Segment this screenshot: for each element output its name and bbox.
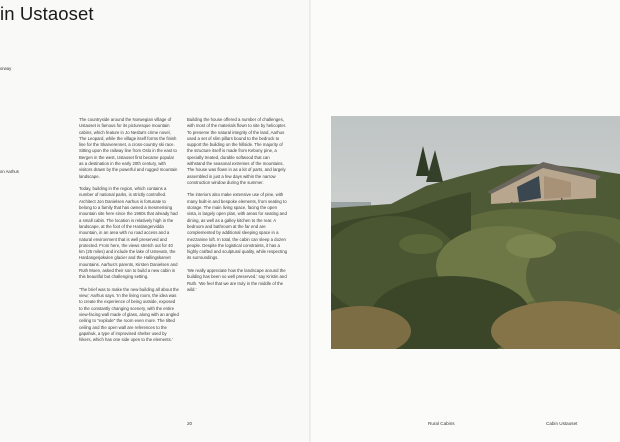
page-number: 20 bbox=[187, 421, 193, 426]
body-column-2 bbox=[187, 117, 287, 299]
body-paragraph: 'The brief was to make the new building all about the view,' Aarhus says. 'In the living room, the idea was to create the experience of being outside, exposed to the constantly changing scenery, with the entire view-facing wall made of glass, along with an angled ceiling to "explode" the room even more. The tilted ceiling and the open wall are references to the gapahuk, a type of improvised shelter used by hikers, which has one side open to the elements.' bbox=[79, 286, 179, 343]
body-paragraph: The interiors also make extensive use of pine, with many built-in and bespoke elements, from seating to storage. The main living space, facing the open vista, is largely open plan, with areas for seating and dining, as well as a galley kitchen to the rear. A bedroom and bathroom at the far end are complemented by additional sleeping space in a mezzanine loft. In total, the cabin can sleep a dozen people. Despite the logistical constraints, it has a highly crafted and sculptural quality, while respecting its surroundings. bbox=[187, 192, 287, 261]
architect-caption: on Aarhus bbox=[0, 169, 19, 174]
shrub-highlight bbox=[506, 234, 556, 258]
shrub-highlight bbox=[399, 234, 443, 254]
body-paragraph: Today, building in the region, which contains a number of national parks, is strictly controlled. Architect Jon Danielsen Aarhus is fortunate to belong to a family that has owned a mesmerising mountain site here since the 1960s that already had a small cabin. The location is relatively high in the landscape, at the foot of the Hardangervidda mountain, in an area with no road access and a natural environment that is well preserved and protected. From here, the views stretch out for 40 km (25 miles) and include the lake of Ustevatn, the Hardangerjøkulen glacier and the Hallingskarvet mountains. Aarhus's parents, Kirsten Danielsen and Ruth Moen, asked their son to build a new cabin in this beautiful but challenging setting. bbox=[79, 186, 178, 280]
body-paragraph: The countryside around the Norwegian village of Ustaoset is famous for its picturesque mountain cabins, which feature in Jo Nesbø's crime novel, The Leopard, while the village itself forms the finish line for the Skarverennet, a cross-country ski race. Sitting upon the railway line from Oslo in the east to Bergen in the west, Ustaoset first became popular as a destination in the early 20th century, with visitors drawn by the powerful and rugged mountain landscape. bbox=[79, 117, 178, 179]
body-column-1 bbox=[79, 117, 179, 350]
body-paragraph: Building the house offered a number of challenges, with most of the materials flown to site by helicopter. To preserve the natural integrity of the land, Aarhus used a set of slim pillars bound to the bedrock to support the building on the hillside. The majority of the structure itself is made from Kebony pine, a specially treated, durable softwood that can withstand the seasonal extremes of the mountains. The house was flown in as a kit of parts, and largely assembled in just a few days within the narrow construction window during the summer. bbox=[187, 117, 287, 185]
running-footer-chapter: Cabin Ustaoset bbox=[546, 421, 578, 426]
page-gutter bbox=[309, 0, 311, 442]
cabin-pillar bbox=[561, 198, 563, 207]
cabin-photo bbox=[331, 116, 620, 349]
cabin-landscape-illustration bbox=[331, 116, 620, 349]
running-footer-section: Rural Cabins bbox=[428, 421, 455, 426]
body-paragraph: 'We really appreciate how the landscape around the building has been so well preserved,' say Kristin and Ruth. 'We feel that we are truly in the middle of the wild.' bbox=[187, 267, 287, 292]
cabin-pillar bbox=[511, 202, 513, 210]
page-title: in Ustaoset bbox=[0, 3, 94, 24]
location-caption: orway bbox=[0, 66, 12, 71]
